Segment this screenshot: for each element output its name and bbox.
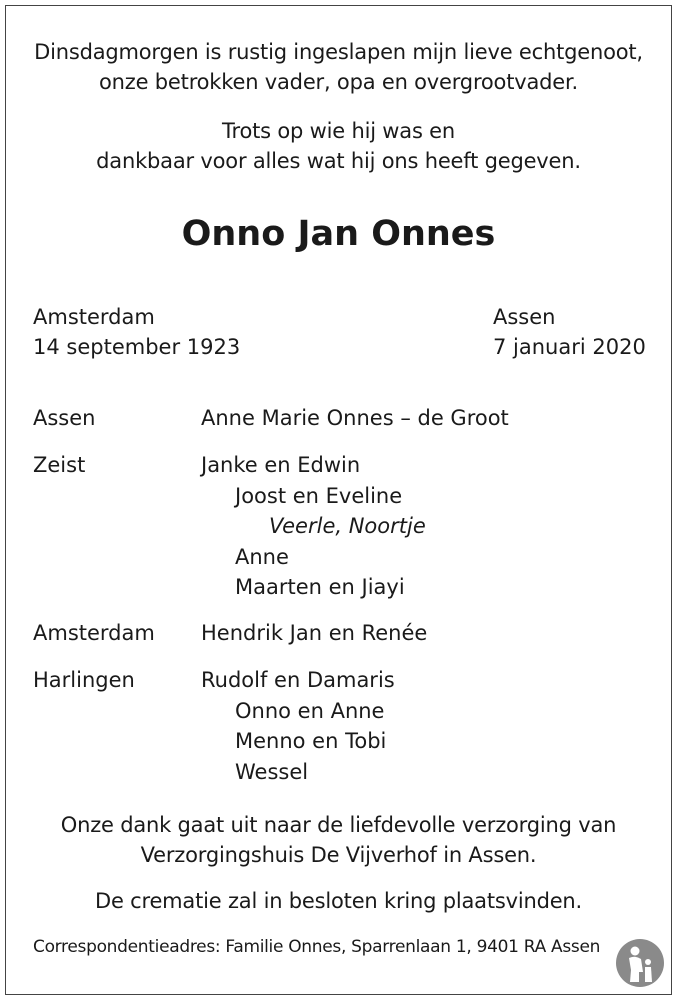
family-place: Harlingen: [33, 668, 135, 692]
intro-line-1: Dinsdagmorgen is rustig ingeslapen mijn lieve echtgenoot,: [34, 40, 643, 64]
thanks-line-1: Onze dank gaat uit naar de liefdevolle verzorging van: [60, 813, 617, 837]
mourning-figure-icon: [615, 938, 665, 988]
intro-text: [6, 37, 671, 97]
family-member: Hendrik Jan en Renée: [201, 621, 428, 645]
grandchild: Onno en Anne: [235, 698, 385, 723]
death-info: [493, 302, 646, 362]
family-amsterdam: [33, 618, 653, 649]
family-member: Janke en Edwin: [201, 453, 361, 477]
death-date: 7 januari 2020: [493, 335, 646, 359]
family-harlingen: [33, 665, 653, 787]
thanks-line-2: Verzorgingshuis De Vijverhof in Assen.: [140, 843, 537, 867]
intro-line-2: onze betrokken vader, opa en overgrootvader.: [99, 70, 578, 94]
pride-line-2: dankbaar voor alles wat hij ons heeft gegeven.: [96, 149, 581, 173]
deceased-name: Onno Jan Onnes: [181, 214, 496, 254]
grandchild: Maarten en Jiayi: [235, 575, 405, 599]
cremation-text: De crematie zal in besloten kring plaatsvinden.: [94, 889, 583, 913]
family-zeist: [33, 450, 653, 603]
family-member: Anne Marie Onnes – de Groot: [201, 406, 509, 430]
great-grandchildren: Veerle, Noortje: [269, 514, 426, 538]
death-place: Assen: [493, 305, 556, 329]
grandchild: Wessel: [235, 759, 309, 784]
birth-place: Amsterdam: [33, 305, 155, 329]
birth-info: [33, 302, 240, 362]
family-place: Zeist: [33, 453, 86, 477]
birth-date: 14 september 1923: [33, 335, 241, 359]
thanks-text: [6, 810, 671, 870]
pride-text: [6, 116, 671, 176]
grandchild: Joost en Eveline: [235, 483, 403, 508]
correspondence-address: Correspondentieadres: Familie Onnes, Sparrenlaan 1, 9401 RA Assen: [33, 937, 601, 957]
obituary-card: [5, 5, 672, 995]
family-place: Amsterdam: [33, 621, 155, 645]
family-assen: [33, 403, 653, 434]
family-member: Rudolf en Damaris: [201, 668, 395, 692]
grandchild: Anne: [235, 544, 289, 569]
family-place: Assen: [33, 406, 96, 430]
pride-line-1: Trots op wie hij was en: [221, 119, 455, 143]
grandchild: Menno en Tobi: [235, 729, 387, 753]
